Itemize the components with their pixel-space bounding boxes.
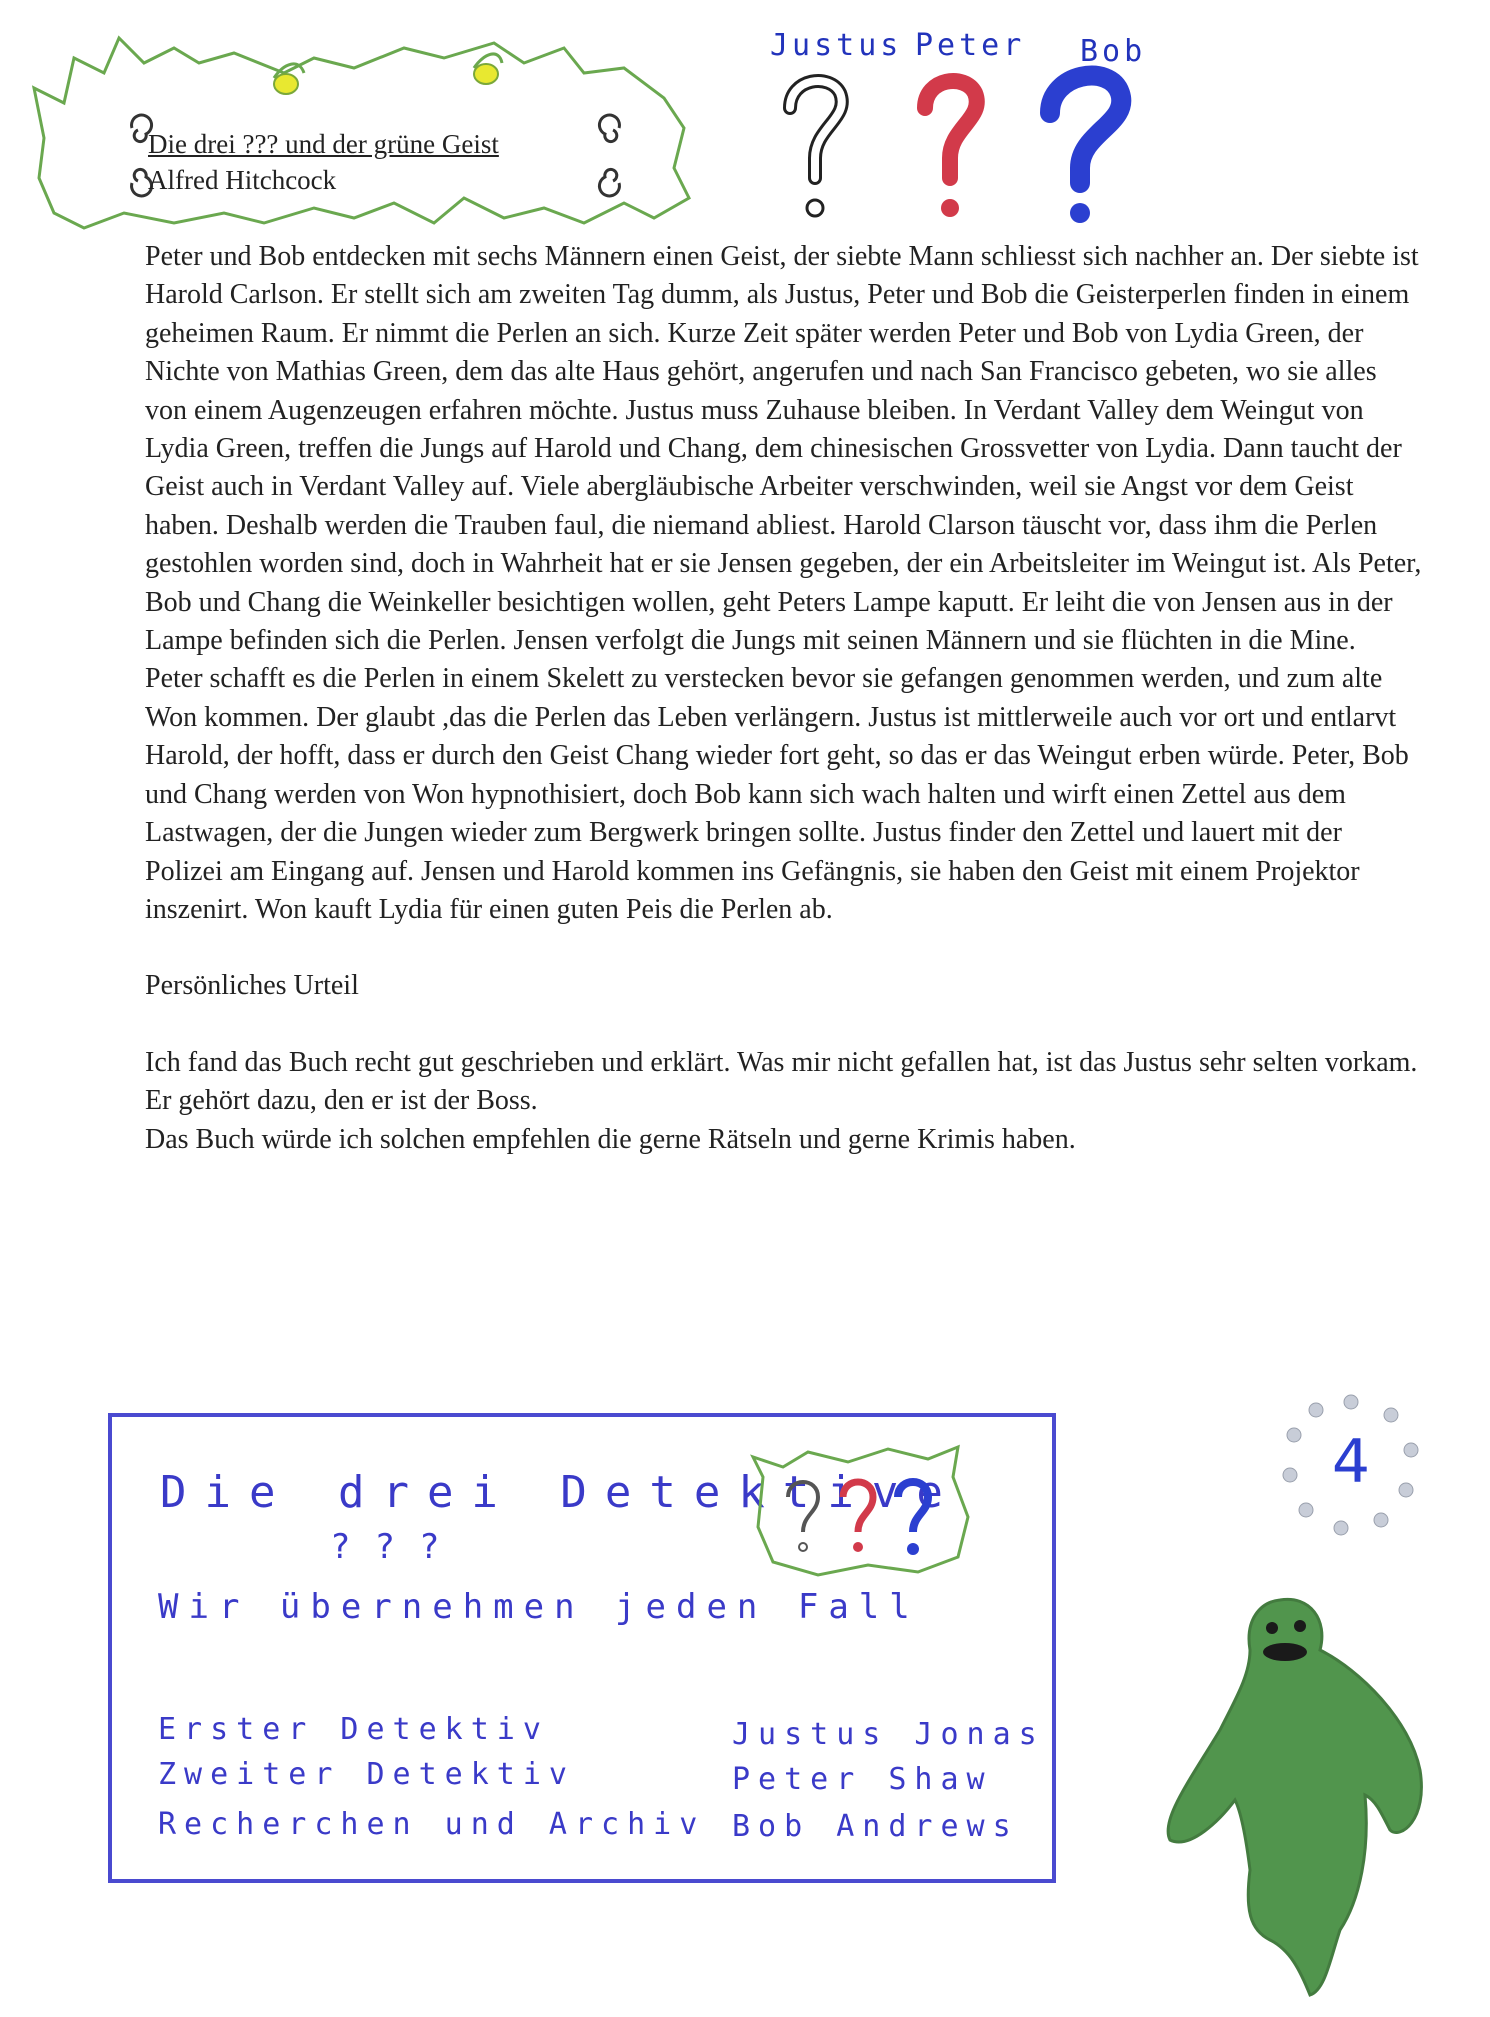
- book-title: Die drei ??? und der grüne Geist: [148, 129, 499, 159]
- summary-paragraph-2: Peter schafft es die Perlen in einem Skelett zu verstecken bevor sie gefangen genommen werden, und zum alte Won kommen. Der glaubt ,das die Perlen das Leben verlängern. Justus ist mittlerweile auch vor ort und entlarvt Harold, der hofft, dass er durch den Geist Chang wieder fort geht, so das er das Weingut erben würde. Peter, Bob und Chang werden von Won hypnothisiert, doch Bob kann sich wach halten und wirft einen Zettel aus dem Lastwagen, der die Jungen wieder zum Bergwerk bringen sollte. Justus finder den Zettel und lauert mit der Polizei am Eingang auf. Jensen und Harold kommen ins Gefängnis, sie haben den Geist mit einem Projektor inszenirt. Won kauft Lydia für einen guten Peis die Perlen ab.: [145, 663, 1409, 925]
- opinion-heading: Persönliches Urteil: [145, 970, 359, 1002]
- card-role-1: Erster Detektiv: [158, 1712, 549, 1747]
- card-name-2: Peter Shaw: [732, 1762, 993, 1797]
- book-report-text: [145, 238, 1425, 1159]
- card-question-marks: ???: [330, 1527, 464, 1567]
- character-name-bob: Bob: [1080, 34, 1147, 69]
- character-name-peter: Peter: [915, 28, 1026, 63]
- card-name-3: Bob Andrews: [732, 1809, 1019, 1844]
- green-ghost-drawing: [1150, 1580, 1440, 2000]
- card-question-marks-drawing: [748, 1437, 978, 1587]
- card-title: Die drei Detektive: [160, 1467, 961, 1518]
- question-mark-black-icon: [790, 81, 842, 216]
- question-mark-blue-icon: [1050, 76, 1121, 223]
- opinion-text-2: Das Buch würde ich solchen empfehlen die gerne Rätseln und gerne Krimis haben.: [145, 1123, 1076, 1155]
- card-motto: Wir übernehmen jeden Fall: [158, 1587, 920, 1627]
- question-mark-red-icon: [925, 81, 977, 217]
- summary-paragraph-1: Peter und Bob entdecken mit sechs Männern einen Geist, der siebte Mann schliesst sich nachher an. Der siebte ist Harold Carlson. Er stellt sich am zweiten Tag dumm, als Justus, Peter und Bob die Geisterperlen finden in einem geheimen Raum. Er nimmt die Perlen an sich. Kurze Zeit später werden Peter und Bob von Lydia Green, der Nichte von Mathias Green, dem das alte Haus gehört, angerufen und nach San Francisco gebeten, wo sie alles von einem Augenzeugen erfahren möchte. Justus muss Zuhause bleiben. In Verdant Valley dem Weingut von Lydia Green, treffen die Jungs auf Harold und Chang, dem chinesischen Grossvetter von Lydia. Dann taucht der Geist auch in Verdant Valley auf. Viele abergläubische Arbeiter verschwinden, weil sie Angst vor dem Geist haben. Deshalb werden die Trauben faul, die niemand abliest. Harold Clarson täuscht vor, dass ihm die Perlen gestohlen worden sind, doch in Wahrheit hat er sie Jensen gegeben, der ein Arbeitsleiter im Weingut ist. Als Peter, Bob und Chang die Weinkeller besichtigen wollen, geht Peters Lampe kaputt. Er leiht die von Jensen aus in der Lampe befinden sich die Perlen. Jensen verfolgt die Jungs mit seinen Männern und sie flüchten in die Mine.: [145, 241, 1422, 657]
- character-name-justus: Justus: [770, 28, 903, 63]
- card-role-3: Recherchen und Archiv: [158, 1807, 706, 1842]
- question-marks-drawing: [760, 28, 1180, 238]
- opinion-text-1: Ich fand das Buch recht gut geschrieben und erklärt. Was mir nicht gefallen hat, ist das Justus sehr selten vorkam. Er gehört dazu, den er ist der Boss.: [145, 1046, 1418, 1117]
- card-role-2: Zweiter Detektiv: [158, 1757, 575, 1792]
- book-author: Alfred Hitchcock: [148, 165, 337, 195]
- card-name-1: Justus Jonas: [732, 1717, 1045, 1752]
- page-number: 4: [1331, 1427, 1371, 1497]
- detective-card: [108, 1413, 1056, 1883]
- page-number-badge: [1276, 1390, 1426, 1540]
